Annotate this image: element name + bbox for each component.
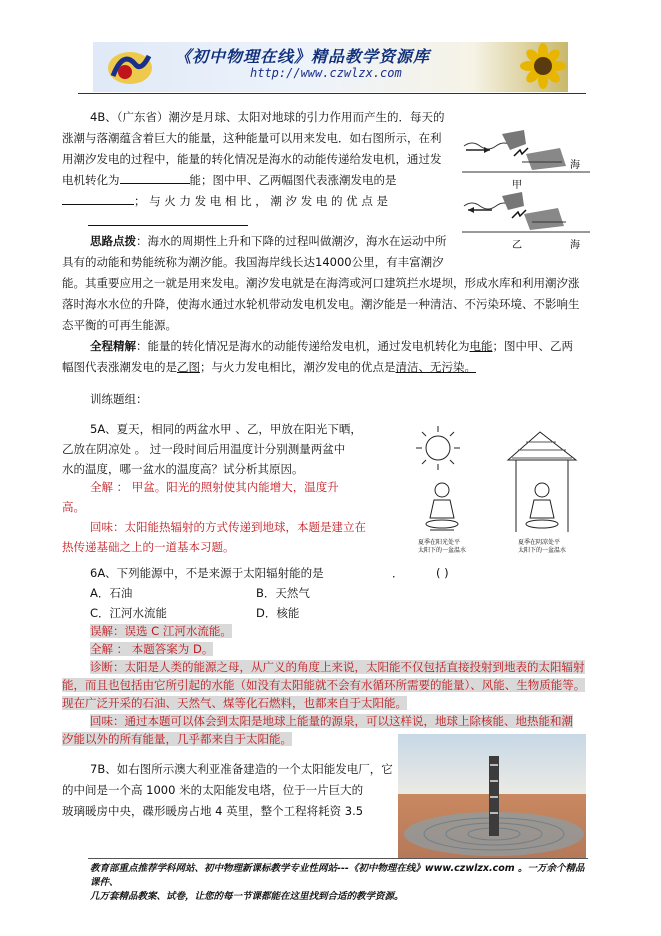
q6-diagnosis-3-text: 现在广泛开采的石油、天然气、煤等化石燃料，也都来自于太阳能。 [62, 696, 407, 710]
q5-answer-1: 全解 ： 甲盆。阳光的照射使其内能增大，温度升 [90, 480, 339, 494]
full-line-2 [62, 358, 476, 377]
full-text-2c: ；与火力发电相比，潮汐发电的优点是 [200, 360, 396, 374]
q6-stem-text: 6A、下列能源中，不是来源于太阳辐射能的是 [90, 566, 324, 580]
q6-answer [90, 640, 213, 659]
q6-answer-text: 全解 ： 本题答案为 D。 [90, 642, 214, 656]
full-answer-clean: 清洁、无污染。 [395, 360, 476, 374]
q5-illustration [400, 420, 590, 560]
thinking-text-1: ：海水的周期性上升和下降的过程叫做潮汐，海水在运动中所 [136, 234, 447, 248]
q6-diagnosis-3 [62, 694, 407, 713]
q5-line-1: 5A、夏天，相同的两盆水甲 、乙，甲放在阳光下晒， [90, 422, 362, 436]
q7-line-3: 玻璃暖房中央，碟形暖房占地 4 英里，整个工程将耗资 3.5 [62, 804, 364, 818]
figure-label-sea-1: 海 [570, 160, 580, 171]
q6-diagnosis-1-text: 诊断：太阳是人类的能源之母，从广义的角度上来说，太阳能不仅包括直接投射到地表的太阳辐射 [90, 660, 585, 674]
q4-line-4-a: 电机转化为 [62, 173, 120, 187]
q6-option-a: A．石油 [90, 586, 133, 600]
q4-line-5 [62, 192, 388, 211]
thinking-label: 思路点拨 [90, 234, 136, 248]
q6-option-d: D．核能 [256, 606, 300, 620]
q6-option-c: C．江河水流能 [90, 606, 168, 620]
solar-tower-image [398, 734, 586, 858]
figure-label-yi: 乙 [512, 240, 522, 251]
thinking-line-5: 态平衡的可再生能源。 [62, 318, 177, 332]
thinking-line-1 [90, 232, 447, 251]
thinking-line-3: 能。其重要应用之一就是用来发电。潮汐发电就是在海湾或河口建筑拦水堤坝，形成水库和利用潮汐涨 [62, 276, 580, 290]
q5-caption-2a: 夏季在阴凉处平 [518, 539, 561, 546]
q4-blank-1[interactable] [120, 171, 190, 184]
full-text-1c: ；图中甲、乙两 [492, 339, 573, 353]
q6-diagnosis-2 [62, 676, 585, 695]
site-logo [95, 42, 165, 90]
q6-diagnosis-1 [90, 658, 585, 677]
q5-review-2: 热传递基础之上的一道基本习题。 [62, 540, 235, 554]
q4-line-3: 用潮汐发电的过程中，能量的转化情况是海水的动能传递给发电机，通过发 [62, 152, 442, 166]
q4-line-5-text: ； 与 火 力 发 电 相 比 ， 潮 汐 发 电 的 优 点 是 [134, 194, 388, 208]
header-rule [78, 93, 586, 94]
figure-jia [462, 130, 590, 191]
q4-blank-3[interactable] [88, 225, 248, 226]
q5-line-3: 水的温度，哪一盆水的温度高？试分析其原因。 [62, 462, 304, 476]
full-line-1 [90, 337, 573, 356]
shade-roof-icon [508, 432, 576, 532]
person-in-shade-icon [526, 483, 558, 528]
sun-icon [416, 426, 460, 470]
full-answer-electric: 电能 [469, 339, 493, 353]
q6-stem [90, 564, 324, 583]
q4-line-1: 4B、（广东省）潮汐是月球、太阳对地球的引力作用而产生的．每天的 [90, 110, 445, 124]
training-title: 训练题组： [90, 392, 148, 406]
figure-label-sea-2: 海 [570, 240, 580, 251]
full-label: 全程精解 [90, 339, 136, 353]
thinking-line-4: 落时海水水位的升降，使海水通过水轮机带动发电机发电。潮汐能是一种清洁、不污染环境、不影响生 [62, 297, 580, 311]
q5-caption-1b: 太阳下的一盆温水 [418, 547, 467, 554]
footer-line-2: 几万套精品教案、试卷，让您的每一节课都能在这里找到合适的教学资源。 [90, 891, 404, 902]
figure-yi [462, 192, 590, 251]
figure-label-jia: 甲 [512, 180, 522, 191]
q5-caption-1a: 夏季在阳光处平 [418, 539, 461, 546]
full-text-2a: 幅图代表涨潮发电的是 [62, 360, 177, 374]
full-text-1a: ：能量的转化情况是海水的动能传递给发电机，通过发电机转化为 [136, 339, 470, 353]
q5-review-1: 回味：太阳能热辐射的方式传递到地球，本题是建立在 [90, 520, 366, 534]
header-url[interactable]: http://www.czwlzx.com [250, 66, 402, 80]
q6-review-1 [90, 712, 573, 731]
full-answer-yi: 乙图 [177, 360, 200, 374]
q4-line-4 [62, 171, 397, 190]
q7-line-2: 的中间是一个高 1000 米的太阳能发电塔，位于一片巨大的 [62, 783, 364, 797]
q4-line-2: 涨潮与落潮蕴含着巨大的能量，这种能量可以用来发电．如右图所示，在利 [62, 131, 442, 145]
q6-diagnosis-2-text: 能，而且也包括由它所引起的水能（如没有太阳能就不会有水循环所需要的能量）、风能、生物质能等。 [62, 678, 586, 692]
q6-review-2 [62, 730, 292, 749]
thinking-line-2: 具有的动能和势能统称为潮汐能。我国海岸线长达14000公里，有丰富潮汐 [62, 255, 444, 269]
q6-option-b: B．天然气 [256, 586, 310, 600]
footer [90, 862, 590, 904]
q5-answer-2: 高。 [62, 500, 85, 514]
person-in-sun-icon [426, 483, 458, 530]
q7-line-1: 7B、如右图所示澳大利亚准备建造的一个太阳能发电厂，它 [90, 762, 393, 776]
footer-line-1: 教育部重点推荐学科网站、初中物理新课标教学专业性网站---《初中物理在线》www.czwlzx.com 。一万余个精品课件、 [90, 863, 585, 888]
q6-review-1-text: 回味：通过本题可以体会到太阳是地球上能量的源泉，可以这样说，地球上除核能、地热能和潮 [90, 714, 573, 728]
q5-caption-2b: 太阳下的一盆温水 [518, 547, 567, 554]
q6-wrong [90, 622, 232, 641]
q6-review-2-text: 汐能以外的所有能量，几乎都来自于太阳能。 [62, 732, 292, 746]
q5-line-2: 乙放在阴凉处 。 过一段时间后用温度计分别测量两盆中 [62, 442, 346, 456]
sunflower-icon [515, 42, 570, 90]
q4-line-4-b: 能；图中甲、乙两幅图代表涨潮发电的是 [189, 173, 397, 187]
tidal-power-figure [462, 126, 590, 256]
header-title: 《初中物理在线》精品教学资源库 [175, 47, 431, 66]
q4-blank-2[interactable] [62, 192, 134, 205]
q6-wrong-text: 误解：误选 C 江河水流能。 [90, 624, 232, 638]
q6-dot: ． [392, 566, 404, 580]
q6-answer-paren[interactable]: ( ) [436, 566, 449, 580]
footer-rule [88, 858, 588, 859]
